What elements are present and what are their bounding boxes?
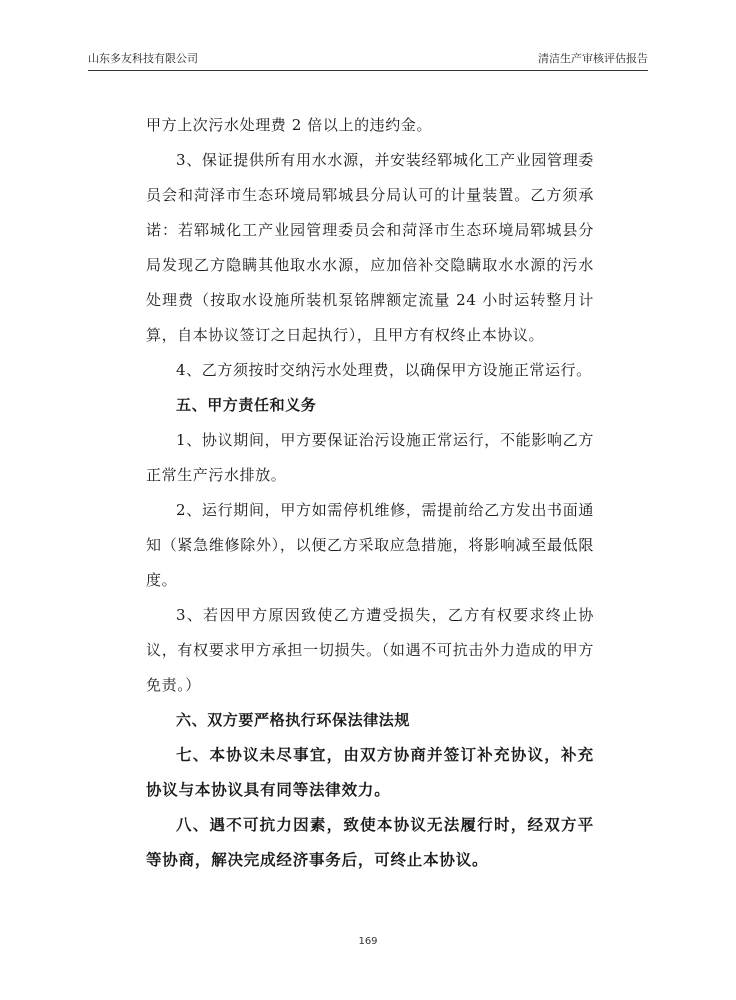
paragraph-section5-item-2: 2、运行期间，甲方如需停机维修，需提前给乙方发出书面通知（紧急维修除外），以便乙方采取应急措施，将影响减至最低限度。: [146, 501, 594, 589]
paragraph-penalty-continuation: 甲方上次污水处理费 2 倍以上的违约金。: [146, 116, 433, 134]
header-company: 山东多友科技有限公司: [88, 52, 198, 65]
page-number: 169: [358, 936, 378, 947]
header-report-title: 清洁生产审核评估报告: [538, 52, 648, 65]
paragraph-section5-item-3: 3、若因甲方原因致使乙方遭受损失，乙方有权要求终止协议，有权要求甲方承担一切损失。（如遇不可抗击外力造成的甲方免责。）: [146, 606, 594, 694]
section-heading-6: 六、双方要严格执行环保法律法规: [176, 711, 411, 729]
paragraph-section5-item-1: 1、协议期间，甲方要保证治污设施正常运行，不能影响乙方正常生产污水排放。: [146, 431, 594, 484]
document-body: [146, 108, 594, 878]
section-8-text: 八、遇不可抗力因素，致使本协议无法履行时，经双方平等协商，解决完成经济事务后，可终止本协议。: [146, 816, 594, 869]
header-divider: [88, 70, 648, 71]
section-7-text: 七、本协议未尽事宜，由双方协商并签订补充协议，补充协议与本协议具有同等法律效力。: [146, 746, 594, 799]
page-header: [88, 50, 648, 68]
paragraph-item-4-payment: 4、乙方须按时交纳污水处理费，以确保甲方设施正常运行。: [176, 361, 592, 379]
section-heading-5: 五、甲方责任和义务: [176, 396, 317, 414]
paragraph-item-3-water-source: 3、保证提供所有用水水源，并安装经郓城化工产业园管理委员会和菏泽市生态环境局郓城县分局认可的计量装置。乙方须承诺：若郓城化工产业园管理委员会和菏泽市生态环境局郓城县分局发现乙方隐瞒其他取水水源，应加倍补交隐瞒取水水源的污水处理费（按取水设施所装机泵铭牌额定流量 24 小时运转整月计算，自本协议签订之日起执行），且甲方有权终止本协议。: [146, 151, 594, 344]
